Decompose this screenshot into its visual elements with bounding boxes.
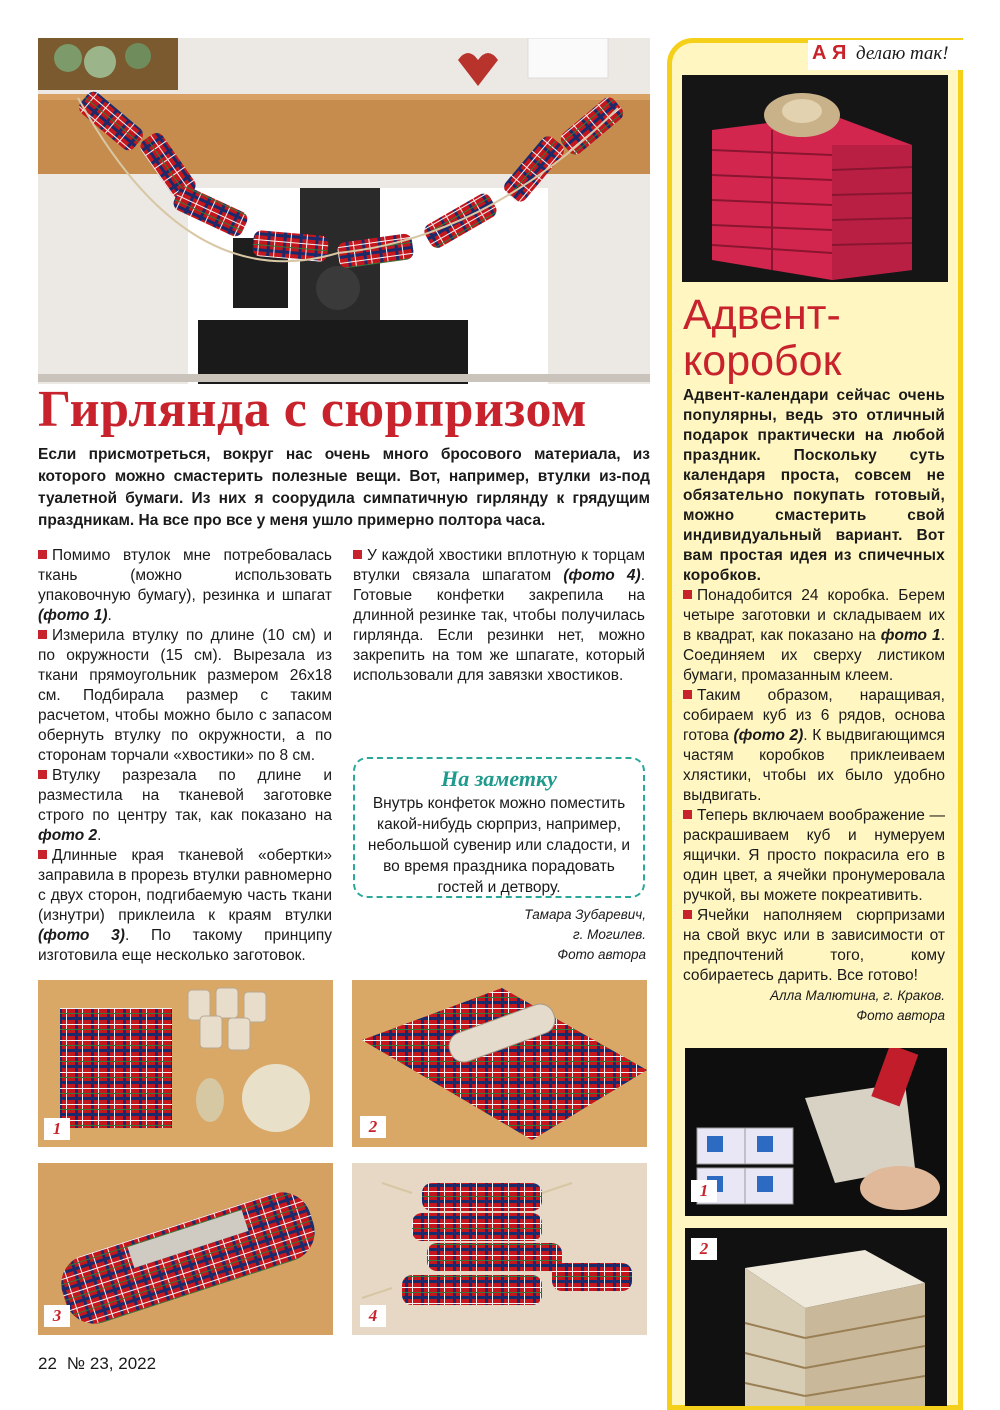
paragraph-5: У каждой хвостики вплотную к торцам втулки связала шпагатом (фото 4). Готовые конфетки закрепила на длинной резинке так, чтобы получилась гирлянда. Если резинки нет, можно закрепить на том же шпагате, который использовали для завязки хвостиков. [353,547,645,684]
sidebar-title-line-1: Адвент- [683,291,841,339]
sidebar-step-3: Теперь включаем воображение — раскрашиваем куб и нумеруем ящички. Я просто покрасила его в один цвет, а ячейки пронумеровала ручкой, вы можете покреативить. [683,807,945,904]
step-photo-2 [352,980,647,1147]
rubric-tag [808,40,968,70]
step-photo-3 [38,1163,333,1335]
paragraph-3: Втулку разрезала по длине и разместила на тканевой заготовке строго по центру так, как показано на фото 2. [38,767,332,844]
photo-ref: (фото 1) [38,607,108,624]
photo-ref: фото 2 [38,827,98,844]
bullet-marker [683,590,692,599]
note-box [353,757,645,898]
step-photo-1 [38,980,333,1147]
photo-credit: Фото автора [557,947,646,962]
page-number: 22 [38,1354,57,1373]
photo-ref: фото 1 [880,627,941,644]
paragraph-2: Измерила втулку по длине (10 см) и по окружности (15 см). Вырезала из ткани прямоугольник размером 26х18 см. Подбирала размер с таким расчетом, чтобы можно было с запасом обернуть втулку по окружности, а по сторонам торчали «хвостики» по 8 см. [38,627,332,764]
article-lead: Если присмотреться, вокруг нас очень много бросового материала, из которого можно смастерить полезные вещи. Вот, например, втулки из-под туалетной бумаги. Из них я соорудила симпатичную гирлянду к грядущим праздникам. На все про все у меня ушло примерно полтора часа. [38,446,650,529]
sidebar-body [683,586,945,1026]
photo-ref: (фото 4) [563,567,641,584]
bullet-marker [38,630,47,639]
sidebar-step-1: Понадобится 24 коробка. Берем четыре заготовки и складываем их в квадрат, как показано на фото 1. Соединяем их сверху листиком бумаги, промазанным клеем. [683,587,945,684]
bullet-marker [353,550,362,559]
photo-label: 4 [360,1305,386,1327]
sidebar-photo-credit: Фото автора [856,1008,945,1023]
sidebar-author: Алла Малютина, г. Краков. [769,988,945,1003]
bullet-marker [38,770,47,779]
sidebar-photo-cube [682,75,948,282]
page-footer [38,1354,166,1374]
photo-label: 2 [691,1238,717,1260]
article-column-2 [353,546,645,686]
paragraph-1: Помимо втулок мне потребовалась ткань (можно использовать упаковочную бумагу), резинка и шпагат (фото 1). [38,547,332,624]
sidebar-photo-2 [685,1228,947,1406]
paragraph-4: Длинные края тканевой «обертки» заправила в прорезь втулки равномерно с двух сторон, подгибаемую часть ткани (изнутри) приклеила к краям втулки (фото 3). По такому принципу изготовила еще несколько заготовок. [38,847,332,964]
rubric-tag-a: А Я [812,42,847,64]
bullet-marker [38,550,47,559]
rubric-tag-b: делаю так! [856,43,949,64]
author-city: г. Могилев. [573,927,646,942]
article-credit [420,905,646,965]
bullet-marker [683,690,692,699]
sidebar-step-2: Таким образом, наращивая, собираем куб из 6 рядов, основа готова (фото 2). К выдвигающимся частям коробков приклеиваем хлястики, чтобы их было удобно выдвигать. [683,687,945,804]
sidebar-photo-1 [685,1048,947,1216]
sidebar-credit [683,986,945,1026]
article-column-1 [38,546,332,966]
step-photo-4 [352,1163,647,1335]
sidebar-step-4: Ячейки наполняем сюрпризами на свой вкус или в зависимости от предпочтений того, кому собираетесь дарить. Все готово! [683,907,945,984]
sidebar-title [683,292,953,384]
note-text: Внутрь конфеток можно поместить какой-нибудь сюрприз, например, небольшой сувенир или сладости, и во время праздника порадовать гостей и детвору. [367,795,631,896]
author-name: Тамара Зубаревич, [524,907,646,922]
photo-ref: (фото 2) [733,727,804,744]
sidebar-title-line-2: коробок [683,337,842,385]
bullet-marker [38,850,47,859]
sidebar-lead: Адвент-календари сейчас очень популярны, ведь это отличный подарок практически на любой праздник. Поскольку суть календаря проста, совсем не обязательно покупать готовый, можно смастерить свой индивидуальный вариант. Вот вам простая идея из спичечных коробков. [683,387,945,584]
photo-label: 3 [44,1305,70,1327]
bullet-marker [683,810,692,819]
photo-label: 1 [691,1180,717,1202]
bullet-marker [683,910,692,919]
photo-label: 1 [44,1118,70,1140]
hero-photo-garland [38,38,650,384]
issue-number: № 23, 2022 [66,1354,157,1373]
article-title: Гирлянда с сюрпризом [38,381,587,438]
photo-ref: (фото 3) [38,927,125,944]
note-title: На заметку [441,766,557,791]
photo-label: 2 [360,1116,386,1138]
